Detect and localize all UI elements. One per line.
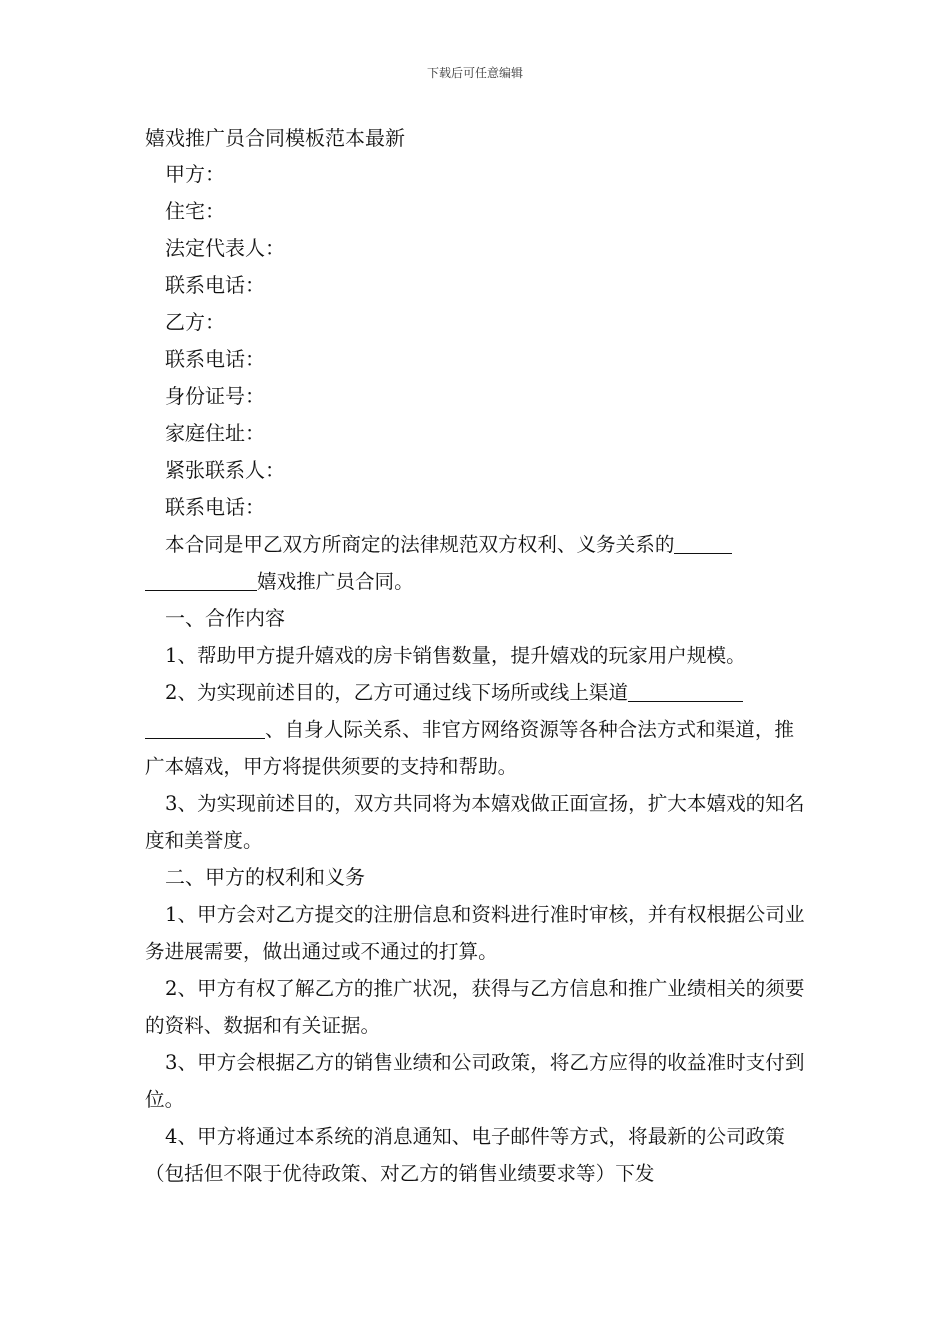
field-residence: 住宅： bbox=[165, 199, 225, 223]
field-id-number: 身份证号： bbox=[165, 384, 265, 408]
clause-1-2 bbox=[145, 674, 810, 785]
field-party-a: 甲方： bbox=[165, 162, 225, 186]
blank-line bbox=[145, 568, 257, 591]
clause-1-2-after: 、自身人际关系、非官方网络资源等各种合法方式和渠道，推广本嬉戏，甲方将提供须要的支持和帮助。 bbox=[145, 718, 795, 778]
section-heading-cooperation: 一、合作内容 bbox=[165, 606, 285, 630]
field-party-b: 乙方： bbox=[165, 310, 225, 334]
clause-2-4: 4、甲方将通过本系统的消息通知、电子邮件等方式，将最新的公司政策（包括但不限于优待政策、对乙方的销售业绩要求等）下发 bbox=[145, 1125, 785, 1185]
document-title: 嬉戏推广员合同模板范本最新 bbox=[145, 126, 405, 150]
intro-paragraph bbox=[145, 526, 810, 600]
clause-1-1: 1、帮助甲方提升嬉戏的房卡销售数量，提升嬉戏的玩家用户规模。 bbox=[165, 644, 746, 667]
header-note: 下载后可任意编辑 bbox=[426, 66, 523, 80]
field-home-address: 家庭住址： bbox=[165, 421, 265, 445]
field-phone-a: 联系电话： bbox=[165, 273, 265, 297]
document-body bbox=[145, 120, 810, 1192]
intro-text-after: 嬉戏推广员合同。 bbox=[257, 570, 414, 593]
clause-2-2: 2、甲方有权了解乙方的推广状况，获得与乙方信息和推广业绩相关的须要的资料、数据和有关证据。 bbox=[145, 977, 805, 1037]
blank-line bbox=[628, 679, 743, 702]
clause-2-3: 3、甲方会根据乙方的销售业绩和公司政策，将乙方应得的收益准时支付到位。 bbox=[145, 1051, 805, 1111]
intro-text-before: 本合同是甲乙双方所商定的法律规范双方权利、义务关系的 bbox=[165, 533, 675, 556]
field-emergency-contact: 紧张联系人： bbox=[165, 458, 285, 482]
blank-line bbox=[674, 531, 732, 554]
field-legal-rep: 法定代表人： bbox=[165, 236, 285, 260]
clause-1-3: 3、为实现前述目的，双方共同将为本嬉戏做正面宣扬，扩大本嬉戏的知名度和美誉度。 bbox=[145, 792, 805, 852]
clause-1-2-before: 2、为实现前述目的，乙方可通过线下场所或线上渠道 bbox=[165, 681, 629, 704]
clause-2-1: 1、甲方会对乙方提交的注册信息和资料进行准时审核，并有权根据公司业务进展需要，做出通过或不通过的打算。 bbox=[145, 903, 805, 963]
field-phone-emergency: 联系电话： bbox=[165, 495, 265, 519]
blank-line bbox=[145, 716, 265, 739]
field-phone-b: 联系电话： bbox=[165, 347, 265, 371]
section-heading-party-a-rights: 二、甲方的权利和义务 bbox=[165, 865, 365, 889]
